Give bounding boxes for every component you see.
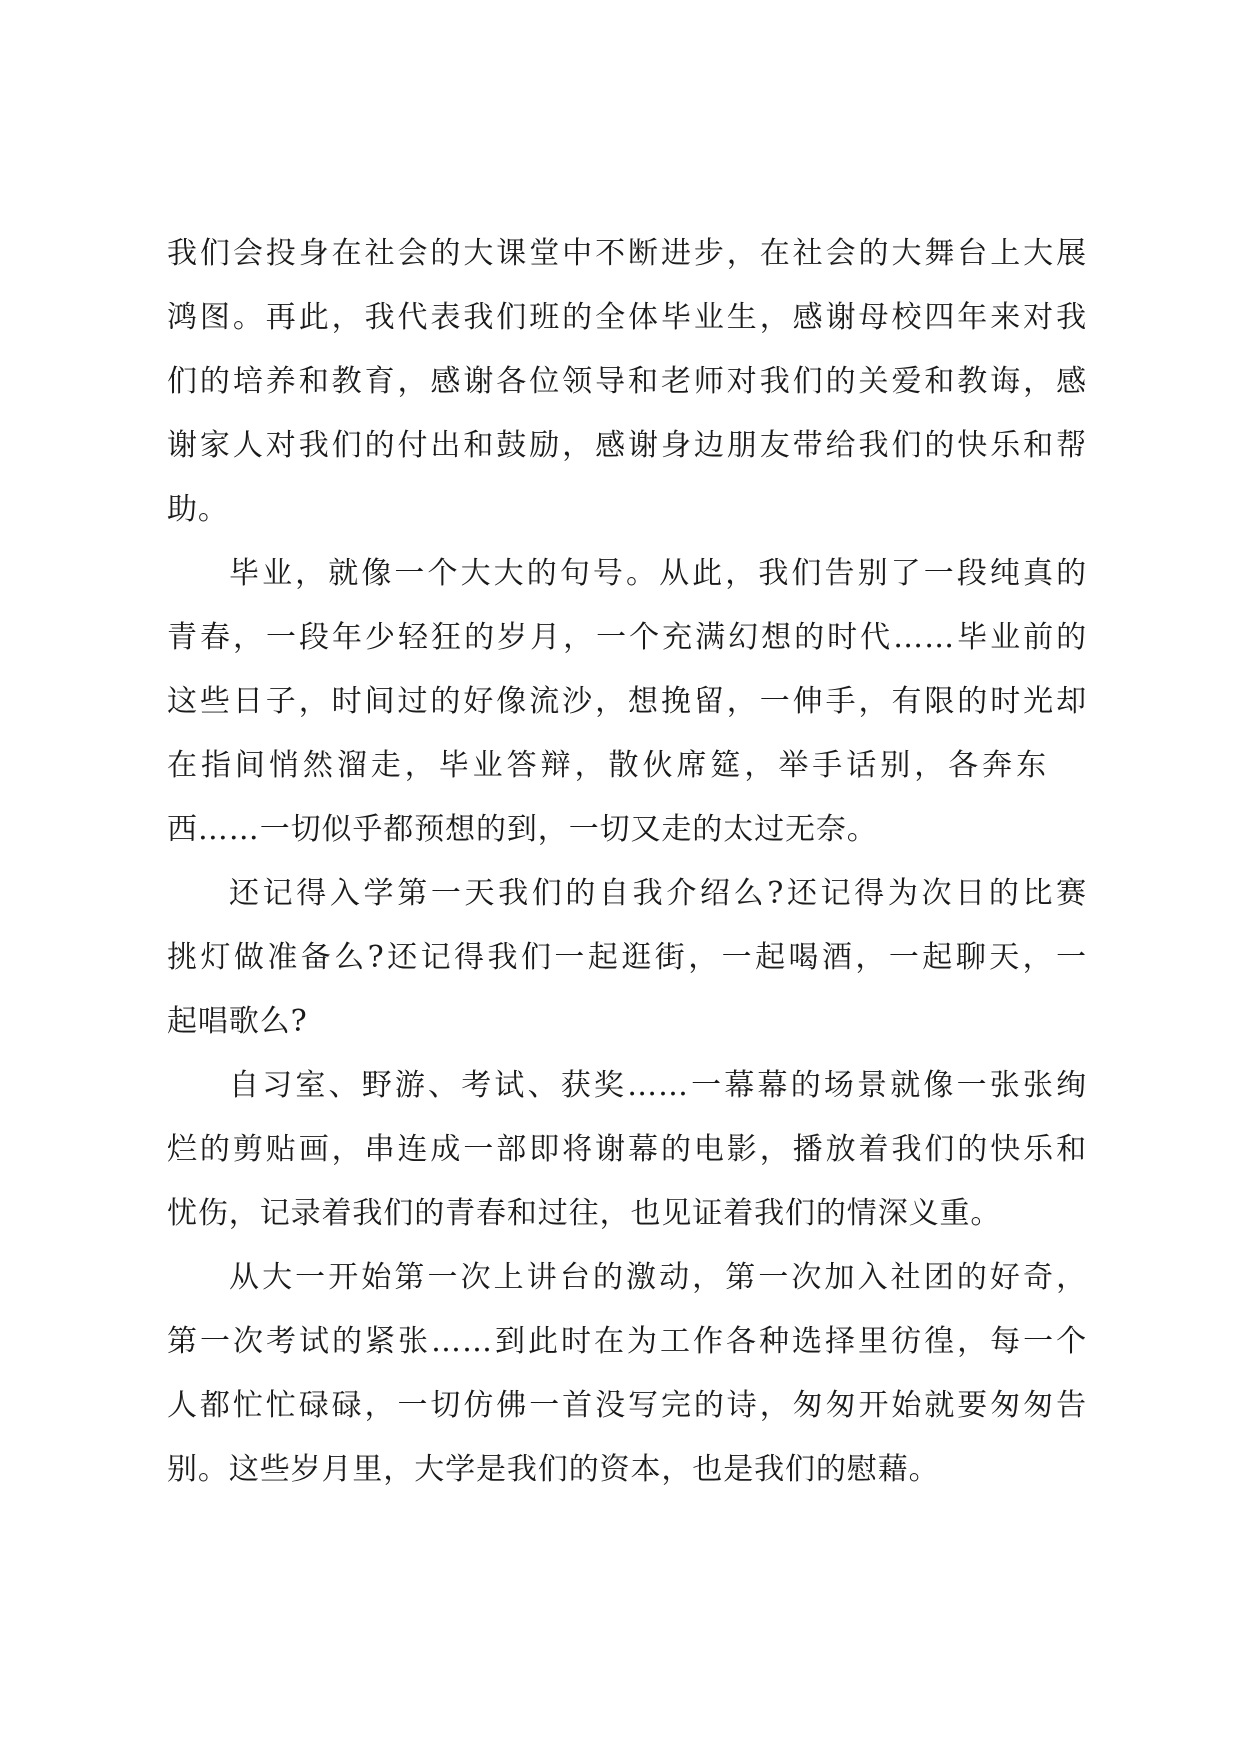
text-line: 鸿图。再此，我代表我们班的全体毕业生，感谢母校四年来对我	[167, 300, 1087, 335]
text-line: 别。这些岁月里，大学是我们的资本，也是我们的慰藉。	[167, 1452, 940, 1487]
paragraph-first-line: 从大一开始第一次上讲台的激动，第一次加入社团的好奇，	[229, 1260, 1087, 1295]
text-line: 忧伤，记录着我们的青春和过往，也见证着我们的情深义重。	[167, 1196, 1002, 1231]
paragraph-first-line: 毕业，就像一个大大的句号。从此，我们告别了一段纯真的	[229, 556, 1087, 591]
text-line: 助。	[167, 492, 229, 527]
text-line: 我们会投身在社会的大课堂中不断进步，在社会的大舞台上大展	[167, 236, 1087, 271]
text-line: 在指间悄然溜走，毕业答辩，散伙席筵，举手话别，各奔东	[167, 748, 1047, 783]
text-line: 谢家人对我们的付出和鼓励，感谢身边朋友带给我们的快乐和帮	[167, 428, 1087, 463]
text-line: 挑灯做准备么?还记得我们一起逛街，一起喝酒，一起聊天，一	[167, 940, 1087, 975]
text-line: 烂的剪贴画，串连成一部即将谢幕的电影，播放着我们的快乐和	[167, 1132, 1087, 1167]
text-line: 第一次考试的紧张……到此时在为工作各种选择里彷徨，每一个	[167, 1324, 1087, 1359]
text-line: 这些日子，时间过的好像流沙，想挽留，一伸手，有限的时光却	[167, 684, 1087, 719]
document-body	[167, 222, 1087, 1502]
text-line: 人都忙忙碌碌，一切仿佛一首没写完的诗，匆匆开始就要匆匆告	[167, 1388, 1087, 1423]
paragraph-first-line: 自习室、野游、考试、获奖……一幕幕的场景就像一张张绚	[229, 1068, 1087, 1103]
text-line: 青春，一段年少轻狂的岁月，一个充满幻想的时代……毕业前的	[167, 620, 1087, 655]
paragraph-first-line: 还记得入学第一天我们的自我介绍么?还记得为次日的比赛	[229, 876, 1087, 911]
text-line: 起唱歌么?	[167, 1004, 308, 1039]
text-line: 西……一切似乎都预想的到，一切又走的太过无奈。	[167, 812, 878, 847]
text-line: 们的培养和教育，感谢各位领导和老师对我们的关爱和教诲，感	[167, 364, 1087, 399]
